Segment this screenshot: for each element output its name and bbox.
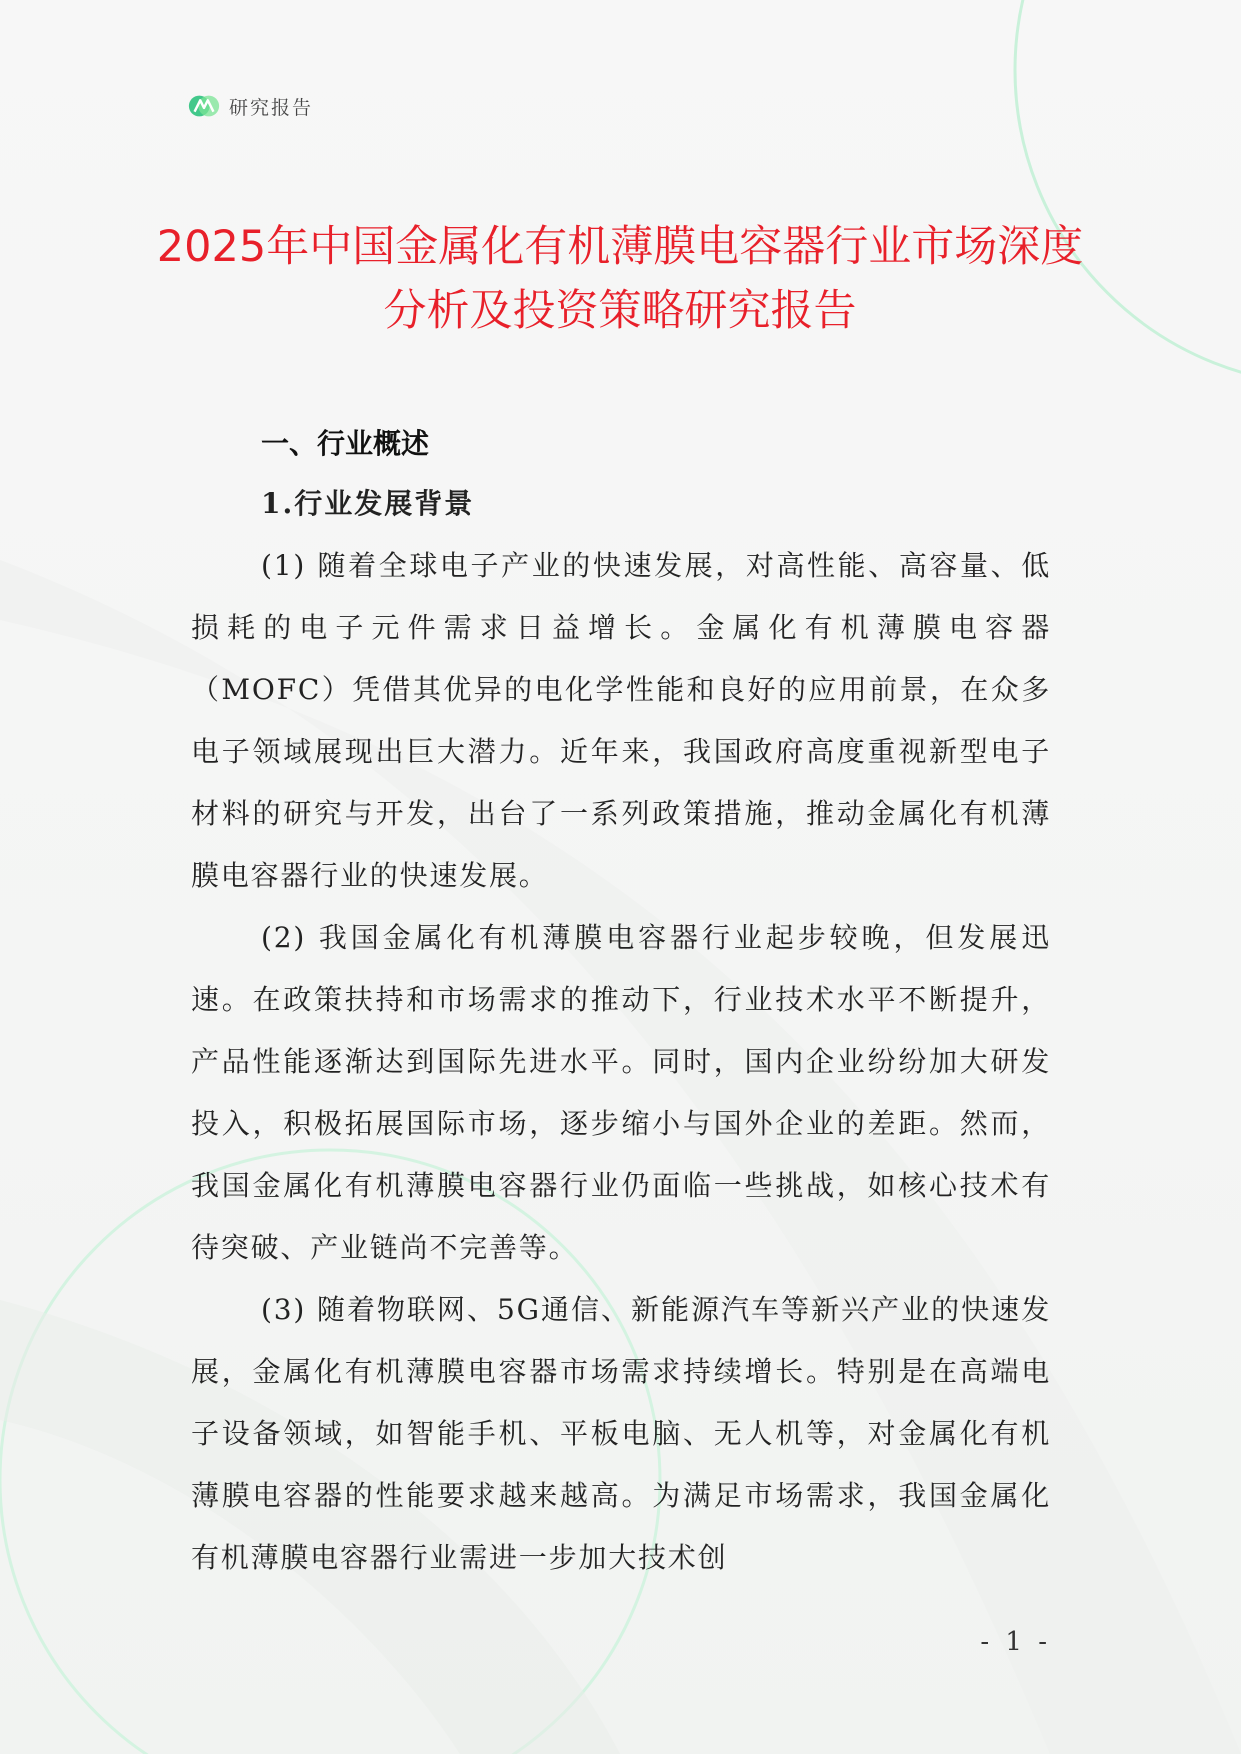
section-heading: 一、行业概述 [261, 427, 430, 460]
paragraph-3: (3) 随着物联网、5G通信、新能源汽车等新兴产业的快速发展，金属化有机薄膜电容器市场需求持续增长。特别是在高端电子设备领域，如智能手机、平板电脑、无人机等，对金属化有机薄膜电容器的性能要求越来越高。为满足市场需求，我国金属化有机薄膜电容器行业需进一步加大技术创 [191, 1293, 1051, 1574]
paragraph-1: (1) 随着全球电子产业的快速发展，对高性能、高容量、低损耗的电子元件需求日益增长。金属化有机薄膜电容器（MOFC）凭借其优异的电化学性能和良好的应用前景，在众多电子领域展现出巨大潜力。近年来，我国政府高度重视新型电子材料的研究与开发，出台了一系列政策措施，推动金属化有机薄膜电容器行业的快速发展。 [191, 549, 1051, 892]
paragraph-2: (2) 我国金属化有机薄膜电容器行业起步较晚，但发展迅速。在政策扶持和市场需求的推动下，行业技术水平不断提升，产品性能逐渐达到国际先进水平。同时，国内企业纷纷加大研发投入，积极拓展国际市场，逐步缩小与国外企业的差距。然而，我国金属化有机薄膜电容器行业仍面临一些挑战，如核心技术有待突破、产业链尚不完善等。 [191, 921, 1051, 1264]
report-body [191, 415, 1051, 1589]
brand-logo-icon [187, 89, 221, 123]
report-title: 2025年中国金属化有机薄膜电容器行业市场深度分析及投资策略研究报告 [156, 222, 1084, 336]
report-header [187, 88, 313, 124]
page-number: - 1 - [980, 1627, 1051, 1657]
header-label: 研究报告 [229, 96, 314, 119]
subsection-heading: 1.行业发展背景 [261, 487, 475, 520]
